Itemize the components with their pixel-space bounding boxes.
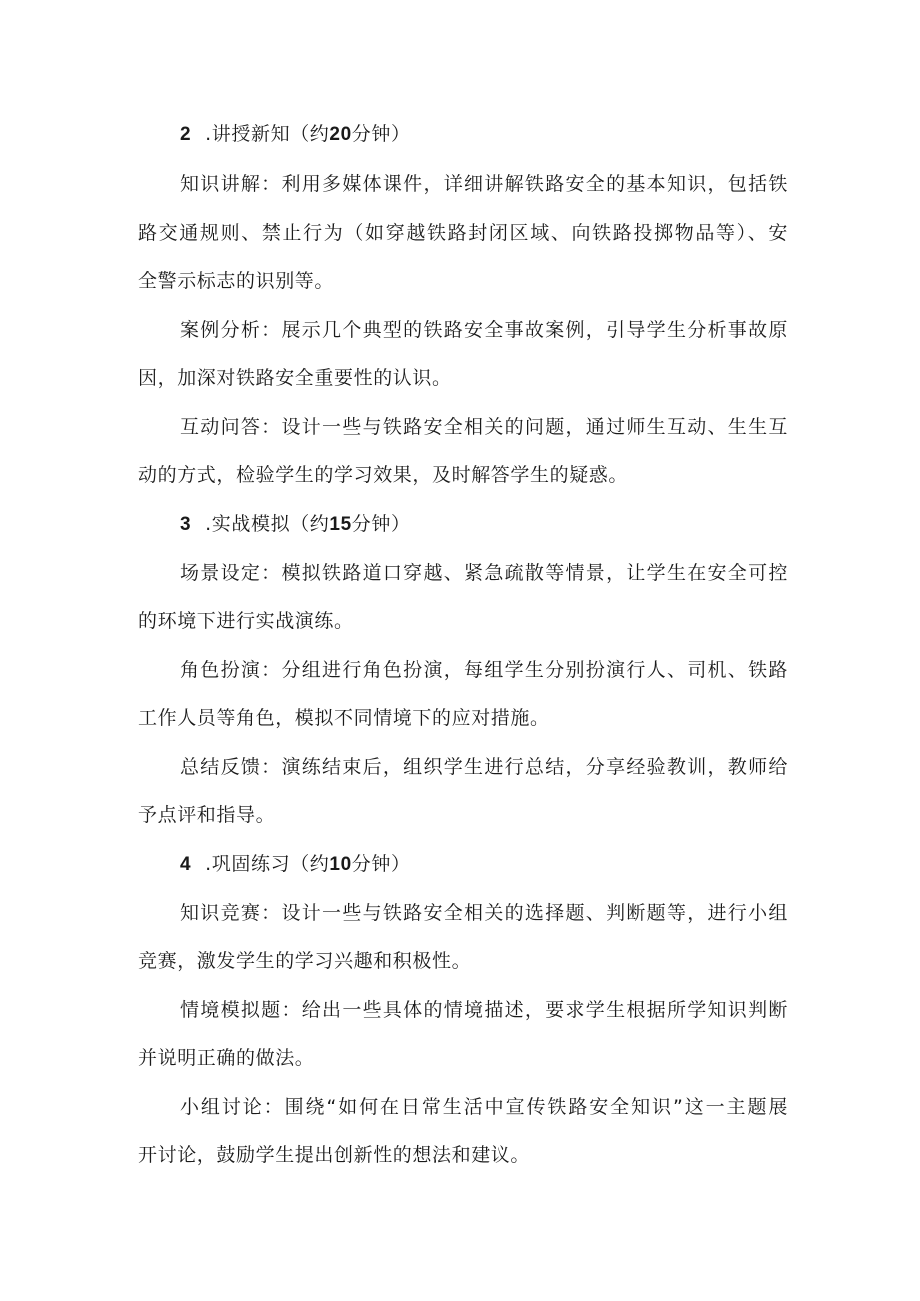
paragraph-line: 知识竞赛：设计一些与铁路安全相关的选择题、判断题等，进行小组 bbox=[180, 902, 788, 924]
paragraph-line: 场景设定：模拟铁路道口穿越、紧急疏散等情景，让学生在安全可控 bbox=[180, 562, 788, 584]
paragraph-line: 因，加深对铁路安全重要性的认识。 bbox=[138, 367, 452, 389]
section-minutes: 20 bbox=[329, 124, 352, 145]
paragraph-line: 予点评和指导。 bbox=[138, 804, 276, 826]
section-number: 4 bbox=[180, 854, 192, 875]
section-heading-2 bbox=[180, 121, 830, 148]
paragraph-line: 的环境下进行实战演练。 bbox=[138, 610, 354, 632]
paragraph-line: 全警示标志的识别等。 bbox=[138, 270, 335, 292]
section-title-end: 分钟） bbox=[351, 513, 411, 535]
paragraph-line: 知识讲解：利用多媒体课件，详细讲解铁路安全的基本知识，包括铁 bbox=[180, 173, 788, 195]
section-heading-4 bbox=[180, 851, 830, 878]
section-title: .实战模拟（约 bbox=[205, 513, 330, 535]
section-title-end: 分钟） bbox=[351, 853, 411, 875]
paragraph-line: 小组讨论：围绕“如何在日常生活中宣传铁路安全知识”这一主题展 bbox=[180, 1096, 788, 1118]
section-title: .讲授新知（约 bbox=[205, 123, 330, 145]
paragraph-line: 总结反馈：演练结束后，组织学生进行总结，分享经验教训，教师给 bbox=[180, 756, 788, 778]
paragraph-line: 路交通规则、禁止行为（如穿越铁路封闭区域、向铁路投掷物品等）、安 bbox=[138, 222, 788, 244]
section-minutes: 15 bbox=[329, 514, 352, 535]
section-title-end: 分钟） bbox=[351, 123, 411, 145]
paragraph-line: 案例分析：展示几个典型的铁路安全事故案例，引导学生分析事故原 bbox=[180, 319, 788, 341]
paragraph-line: 情境模拟题：给出一些具体的情境描述，要求学生根据所学知识判断 bbox=[180, 999, 788, 1021]
paragraph-line: 动的方式，检验学生的学习效果，及时解答学生的疑惑。 bbox=[138, 464, 629, 486]
paragraph-line: 互动问答：设计一些与铁路安全相关的问题，通过师生互动、生生互 bbox=[180, 416, 788, 438]
paragraph-line: 工作人员等角色，模拟不同情境下的应对措施。 bbox=[138, 707, 550, 729]
paragraph-line: 开讨论，鼓励学生提出创新性的想法和建议。 bbox=[138, 1144, 531, 1166]
section-heading-3 bbox=[180, 511, 830, 538]
section-title: .巩固练习（约 bbox=[205, 853, 330, 875]
paragraph-line: 角色扮演：分组进行角色扮演，每组学生分别扮演行人、司机、铁路 bbox=[180, 659, 788, 681]
paragraph-line: 并说明正确的做法。 bbox=[138, 1047, 315, 1069]
section-number: 2 bbox=[180, 124, 192, 145]
section-minutes: 10 bbox=[329, 854, 352, 875]
paragraph-line: 竞赛，激发学生的学习兴趣和积极性。 bbox=[138, 950, 472, 972]
section-number: 3 bbox=[180, 514, 192, 535]
